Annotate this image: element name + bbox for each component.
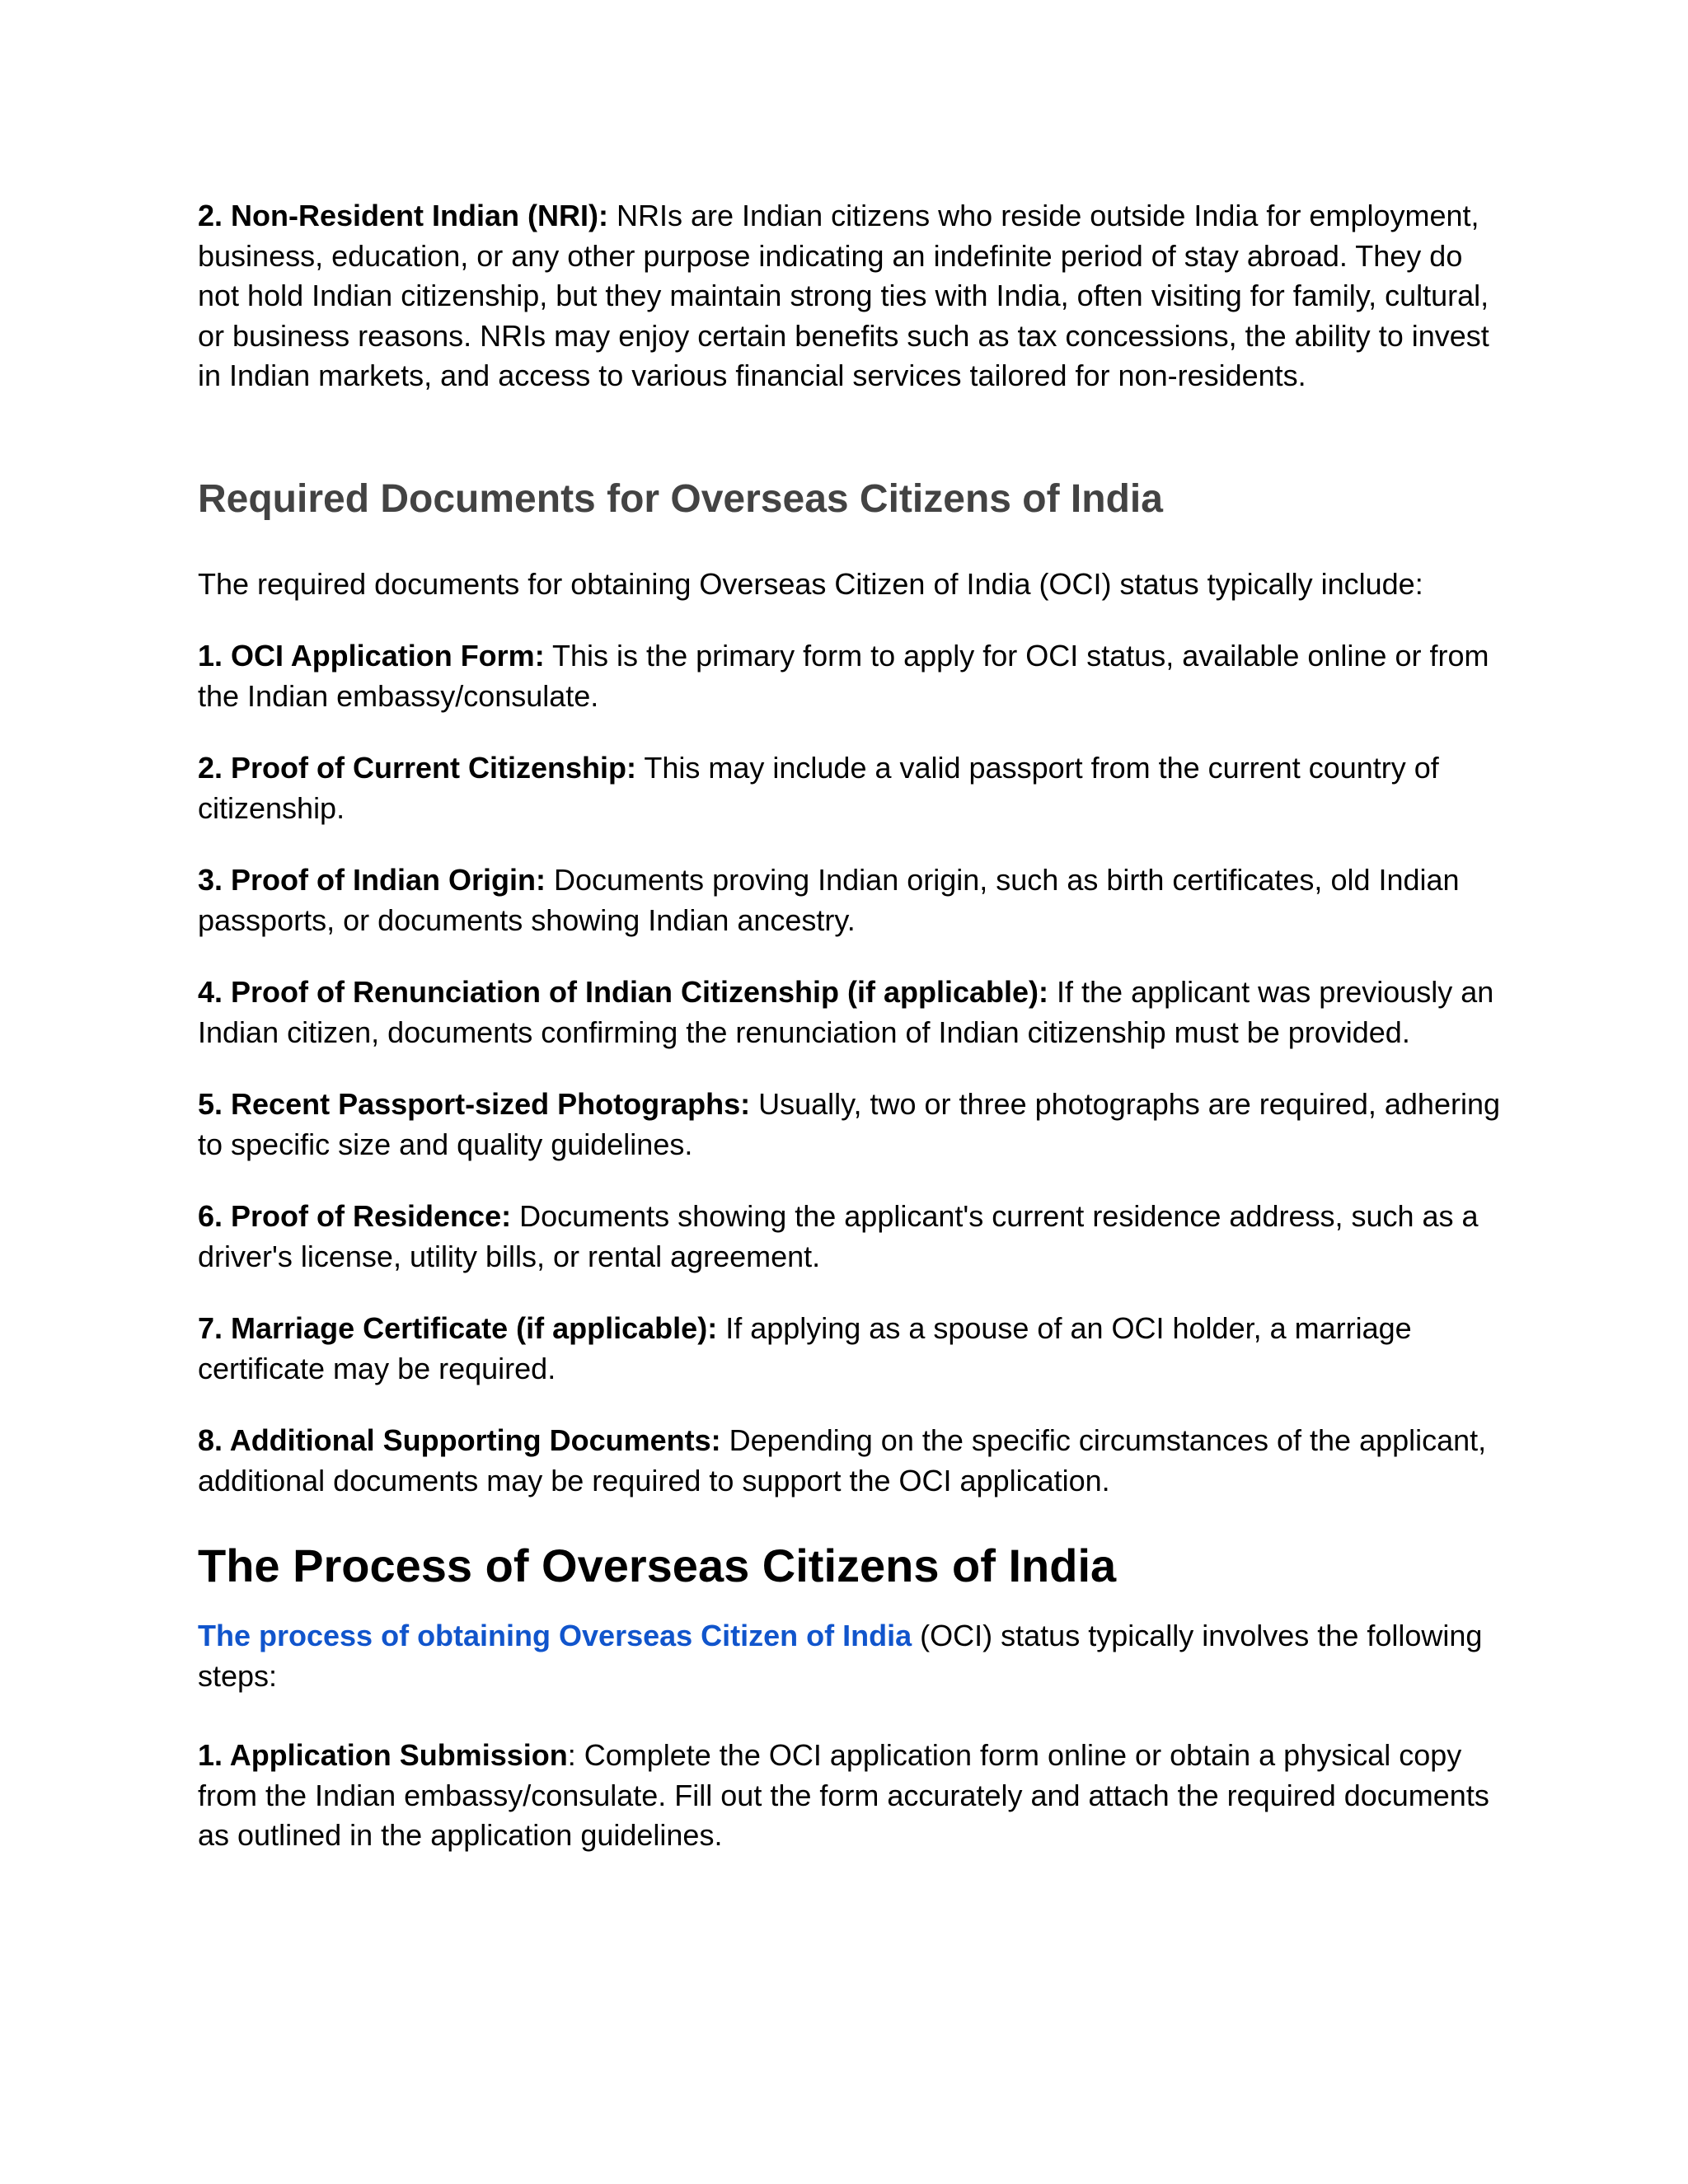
document-page — [198, 196, 1508, 1856]
document-item-term: 8. Additional Supporting Documents: — [198, 1423, 721, 1457]
process-heading: The Process of Overseas Citizens of India — [198, 1540, 1117, 1591]
document-item-6 — [198, 1197, 1508, 1277]
document-item-8 — [198, 1421, 1508, 1501]
document-item-5 — [198, 1085, 1508, 1165]
required-documents-lead: The required documents for obtaining Overseas Citizen of India (OCI) status typically include: — [198, 566, 1423, 601]
document-item-text: Documents showing the applicant's current residence address, such as a driver's license, utility bills, or rental agreement. — [198, 1199, 1479, 1273]
document-item-text: Usually, two or three photographs are required, adhering to specific size and quality guidelines. — [198, 1087, 1501, 1161]
document-item-text: Documents proving Indian origin, such as birth certificates, old Indian passports, or documents showing Indian ancestry. — [198, 863, 1460, 937]
process-link[interactable]: The process of obtaining Overseas Citizen of India — [198, 1619, 912, 1652]
document-item-text: Depending on the specific circumstances of the applicant, additional documents may be required to support the OCI application. — [198, 1423, 1487, 1497]
document-item-3 — [198, 860, 1508, 940]
document-item-text: This is the primary form to apply for OCI status, available online or from the Indian embassy/consulate. — [198, 639, 1489, 713]
document-item-term: 4. Proof of Renunciation of Indian Citizenship (if applicable): — [198, 975, 1049, 1009]
document-item-4 — [198, 972, 1508, 1052]
document-item-term: 5. Recent Passport-sized Photographs: — [198, 1087, 751, 1121]
document-item-term: 7. Marriage Certificate (if applicable): — [198, 1311, 718, 1345]
document-item-text: This may include a valid passport from the current country of citizenship. — [198, 751, 1439, 825]
document-item-7 — [198, 1309, 1508, 1389]
required-documents-heading: Required Documents for Overseas Citizens of India — [198, 476, 1163, 521]
process-lead-text: (OCI) status typically involves the following steps: — [198, 1619, 1483, 1693]
document-item-2 — [198, 748, 1508, 828]
process-step-1 — [198, 1736, 1508, 1856]
document-item-term: 3. Proof of Indian Origin: — [198, 863, 546, 897]
process-step-term: 1. Application Submission — [198, 1738, 568, 1772]
nri-paragraph — [198, 196, 1508, 396]
process-step-text: : Complete the OCI application form online or obtain a physical copy from the Indian embassy/consulate. Fill out the form accurately and attach the required documents as outlined in the application guidelines. — [198, 1738, 1489, 1852]
document-item-1 — [198, 636, 1508, 716]
nri-term: 2. Non-Resident Indian (NRI): — [198, 199, 608, 232]
document-item-term: 2. Proof of Current Citizenship: — [198, 751, 637, 785]
document-item-term: 6. Proof of Residence: — [198, 1199, 512, 1233]
process-lead — [198, 1616, 1508, 1696]
document-item-term: 1. OCI Application Form: — [198, 639, 545, 673]
document-item-text: If the applicant was previously an Indian citizen, documents confirming the renunciation of Indian citizenship must be provided. — [198, 975, 1494, 1049]
nri-description: NRIs are Indian citizens who reside outside India for employment, business, education, or any other purpose indicating an indefinite period of stay abroad. They do not hold Indian citizenship, but they maintain strong ties with India, often visiting for family, cultural, or business reasons. NRIs may enjoy certain benefits such as tax concessions, the ability to invest in Indian markets, and access to various financial services tailored for non-residents. — [198, 199, 1489, 392]
document-item-text: If applying as a spouse of an OCI holder, a marriage certificate may be required. — [198, 1311, 1412, 1385]
